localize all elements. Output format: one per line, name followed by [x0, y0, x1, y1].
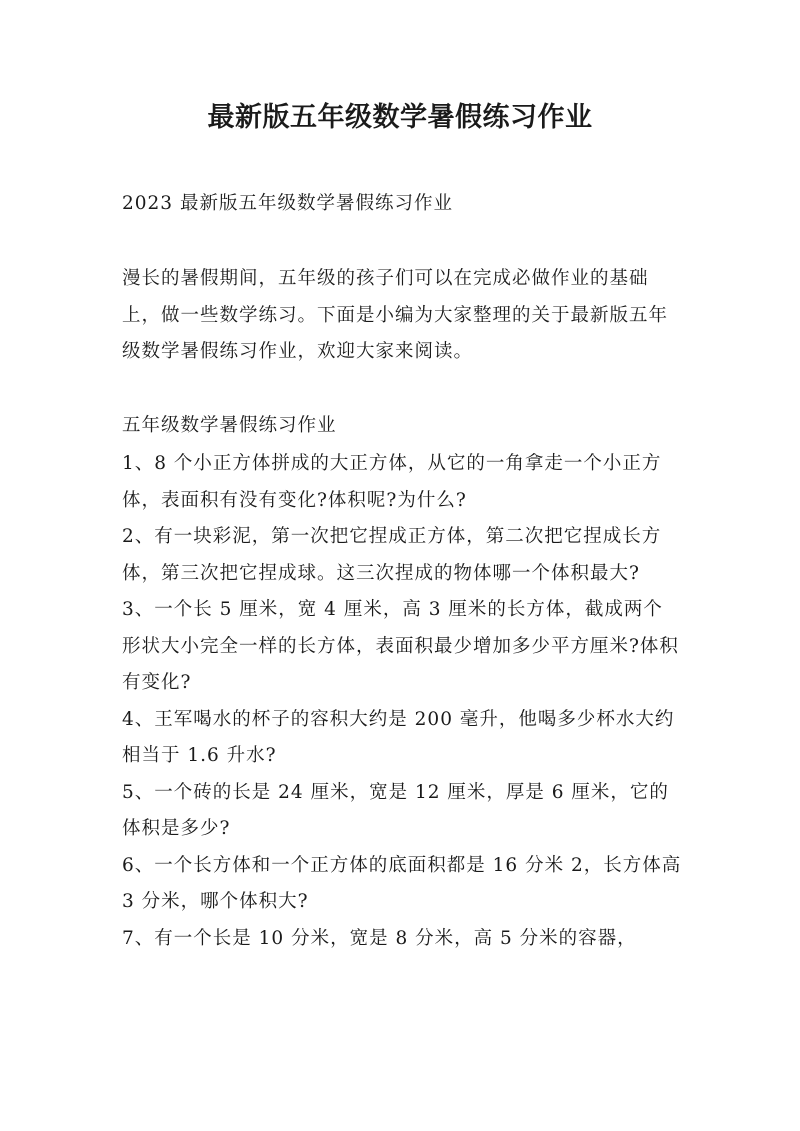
document-subtitle: 2023 最新版五年级数学暑假练习作业 [122, 193, 453, 214]
question-list [122, 446, 682, 957]
section-heading: 五年级数学暑假练习作业 [122, 415, 337, 436]
question-item: 3、一个长 5 厘米，宽 4 厘米，高 3 厘米的长方体，截成两个形状大小完全一样的长方体，表面积最少增加多少平方厘米?体积有变化? [122, 599, 679, 693]
question-item: 4、王军喝水的杯子的容积大约是 200 毫升，他喝多少杯水大约相当于 1.6 升水? [122, 708, 675, 766]
question-item: 1、8 个小正方体拼成的大正方体，从它的一角拿走一个小正方体，表面积有没有变化?体积呢?为什么? [122, 453, 662, 511]
question-item: 7、有一个长是 10 分米，宽是 8 分米，高 5 分米的容器， [122, 927, 637, 949]
document-title: 最新版五年级数学暑假练习作业 [207, 102, 593, 133]
question-item: 2、有一块彩泥，第一次把它捏成正方体，第二次把它捏成长方体，第三次把它捏成球。这三次捏成的物体哪一个体积最大? [122, 526, 662, 584]
question-item: 6、一个长方体和一个正方体的底面积都是 16 分米 2，长方体高 3 分米，哪个体积大? [122, 854, 682, 912]
question-item: 5、一个砖的长是 24 厘米，宽是 12 厘米，厚是 6 厘米，它的体积是多少? [122, 781, 669, 839]
intro-paragraph: 漫长的暑假期间，五年级的孩子们可以在完成必做作业的基础上，做一些数学练习。下面是小编为大家整理的关于最新版五年级数学暑假练习作业，欢迎大家来阅读。 [122, 268, 669, 362]
